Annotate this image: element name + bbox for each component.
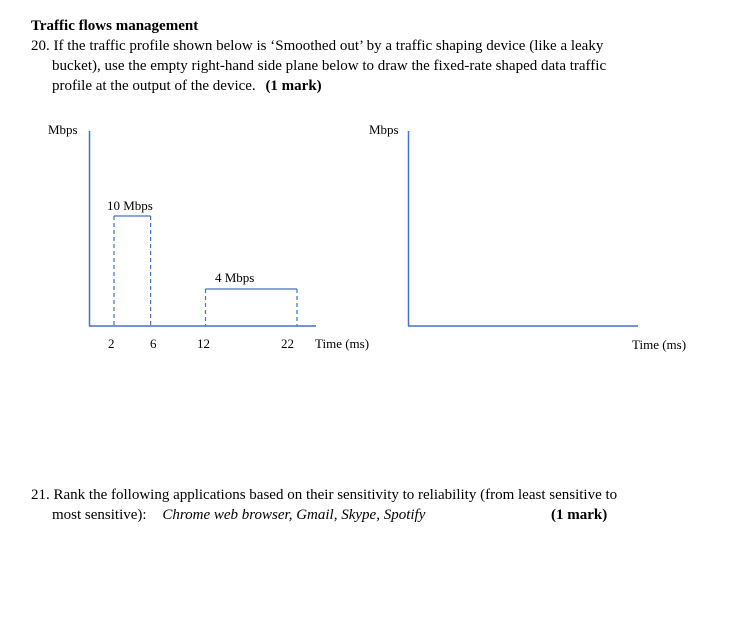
q21-line2	[52, 505, 608, 525]
q21-apps: Chrome web browser, Gmail, Skype, Spotify	[162, 507, 426, 523]
section-heading: Traffic flows management	[31, 18, 199, 34]
segment-label-1: 10 Mbps	[107, 198, 153, 213]
q20-mark: (1 mark)	[265, 78, 322, 94]
q20-line1: 20. If the traffic profile shown below is ‘Smoothed out’ by a traffic shaping device (like a leaky	[31, 38, 604, 54]
q21-prefix: most sensitive):	[52, 507, 147, 523]
left-xlabel: Time (ms)	[315, 336, 370, 351]
q20-line3-text: profile at the output of the device.	[52, 78, 256, 94]
q21-line1: 21. Rank the following applications based on their sensitivity to reliability (from least sensitive to	[31, 487, 618, 503]
x-tick-label: 22	[281, 336, 294, 351]
left-chart-marks	[114, 216, 297, 326]
right-xlabel: Time (ms)	[632, 337, 687, 352]
x-tick-label: 2	[108, 336, 115, 351]
q21-mark: (1 mark)	[551, 507, 608, 523]
x-tick-label: 6	[150, 336, 157, 351]
right-ylabel: Mbps	[369, 122, 399, 137]
q20-line2: bucket), use the empty right-hand side plane below to draw the fixed-rate shaped data traffic	[52, 58, 607, 74]
x-tick-label: 12	[197, 336, 210, 351]
left-ylabel: Mbps	[48, 122, 78, 137]
segment-label-2: 4 Mbps	[215, 270, 255, 285]
